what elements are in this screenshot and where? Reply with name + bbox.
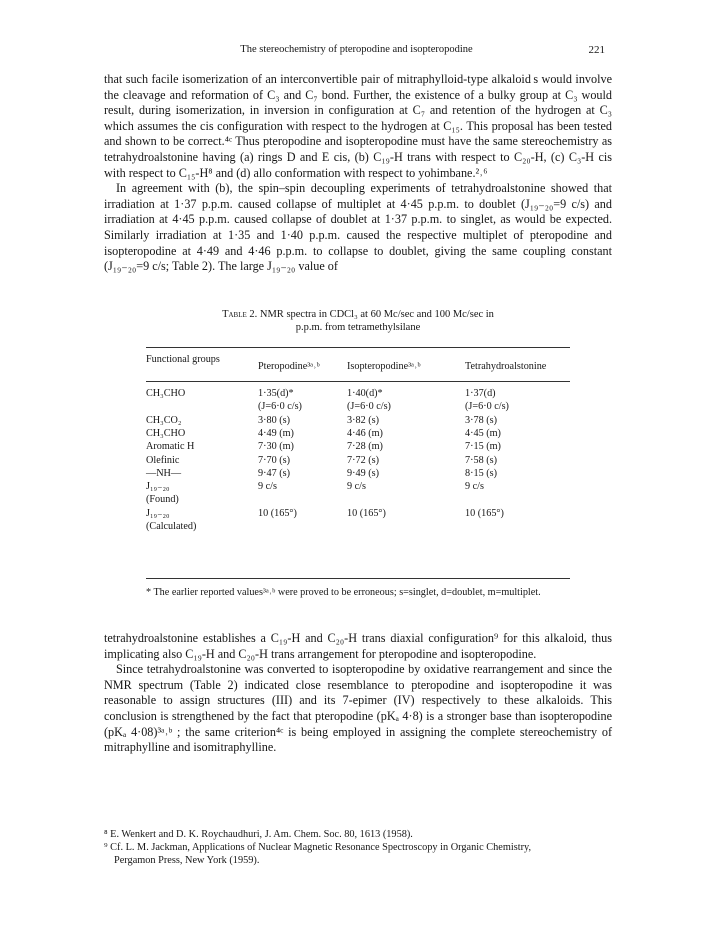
body-text-bottom <box>104 631 612 756</box>
table-row-label: Aromatic H <box>146 441 195 453</box>
references <box>104 828 612 867</box>
table-row-label: J₁₉₋₂₀ <box>146 481 170 493</box>
table-bottom-rule <box>146 578 570 579</box>
table-cell: (J=6·0 c/s) <box>465 401 509 413</box>
column-header-functional-groups: Functional groups <box>146 354 220 365</box>
table-label: Table 2. <box>222 309 258 320</box>
table-footnote: * The earlier reported values³ᵃ˒ᵇ were proved to be erroneous; s=singlet, d=doublet, m=multiplet. <box>146 587 541 598</box>
body-text-top <box>104 72 612 275</box>
table-cell: 1·35(d)* <box>258 388 294 399</box>
table-cell: 4·49 (m) <box>258 427 294 439</box>
table-cell: 7·30 (m) <box>258 441 294 453</box>
table-cell: 9 c/s <box>465 481 484 493</box>
paragraph: that such facile isomerization of an interconvertible pair of mitraphylloid-type alkaloid s would involve the cleavage and reformation of C₃ and C₇ bond. Further, the existence of a bulky group at C₃ would result, during isomerization, in inversion in configuration at C₇ and retention of the hydrogen at C₃ which assumes the cis configuration with respect to the hydrogen at C₁₅. This proposal has been tested and shown to be correct.⁴ᶜ Thus pteropodine and isopteropodine must have the same stereochemistry as tetrahydroalstonine having (a) rings D and E cis, (b) C₁₉-H trans with respect to C₂₀-H, (c) C₃-H cis with respect to C₁₅-H⁸ and (d) allo conformation with respect to yohimbane.²˒⁶ <box>104 72 612 180</box>
column-header-isopteropodine: Isopteropodine³ᵃ˒ᵇ <box>347 361 421 372</box>
column-header-pteropodine: Pteropodine³ᵃ˒ᵇ <box>258 361 320 372</box>
table-row-label: CH₃CO₂ <box>146 414 182 426</box>
table-cell: 9·47 (s) <box>258 467 290 479</box>
table-cell: 4·45 (m) <box>465 427 501 439</box>
table-row-label: Olefinic <box>146 454 180 466</box>
page-number: 221 <box>588 44 605 56</box>
table-cell: 7·15 (m) <box>465 441 501 453</box>
table-cell: 10 (165°) <box>347 507 386 519</box>
table-cell: 7·58 (s) <box>465 454 497 466</box>
table-caption <box>104 308 612 334</box>
table-header-rule <box>146 381 570 382</box>
table-top-rule <box>146 347 570 348</box>
paragraph: Since tetrahydroalstonine was converted to isopteropodine by oxidative rearrangement and since the NMR spectrum (Table 2) indicated close resemblance to pteropodine and isopteropodine it was reasonable to assign structures (III) and its 7-epimer (IV) respectively to these alkaloids. This conclusion is strengthened by the fact that pteropodine (pKₐ 4·8) is a stronger base than isopteropodine (pKₐ 4·08)³ᵃ˒ᵇ ; the same criterion⁴ᶜ is being employed in assigning the complete stereochemistry of mitraphylline and isomitraphylline. <box>104 662 612 755</box>
table-cell: 7·72 (s) <box>347 454 379 466</box>
reference-9-continued: Pergamon Press, New York (1959). <box>114 855 260 866</box>
paragraph: In agreement with (b), the spin–spin decoupling experiments of tetrahydroalstonine showed that irradiation at 1·37 p.p.m. caused collapse of multiplet at 4·45 p.p.m. to doublet (J₁₉₋₂₀=9 c/s) and irradiation at 4·45 p.p.m. caused collapse of doublet at 1·37 p.p.m. to singlet, as would be expected. Similarly irradiation at 1·35 and 1·40 p.p.m. caused the respective multiplet of pteropodine and isopteropodine at 4·49 and 4·46 p.p.m. to collapse to doublet, giving the same coupling constant (J₁₉₋₂₀=9 c/s; Table 2). The large J₁₉₋₂₀ value of <box>104 181 612 274</box>
table-row-label: (Calculated) <box>146 521 197 532</box>
table-cell: 1·40(d)* <box>347 388 383 399</box>
running-title: The stereochemistry of pteropodine and isopteropodine <box>240 44 473 55</box>
table-cell: 9 c/s <box>347 481 366 493</box>
table-row-label: (Found) <box>146 494 179 506</box>
table-cell: 8·15 (s) <box>465 467 497 479</box>
page-header <box>0 44 713 60</box>
table-cell: 1·37(d) <box>465 388 496 399</box>
table-row-label: CH₃CHO <box>146 427 186 439</box>
table-cell: 10 (165°) <box>465 507 504 519</box>
table-row-label: J₁₉₋₂₀ <box>146 507 170 519</box>
reference-9: ⁹ Cf. L. M. Jackman, Applications of Nuclear Magnetic Resonance Spectroscopy in Organic Chemistry, <box>104 842 532 853</box>
table-cell: 4·46 (m) <box>347 427 383 439</box>
table-cell: (J=6·0 c/s) <box>258 401 302 413</box>
table-caption-line-2: p.p.m. from tetramethylsilane <box>295 322 421 333</box>
column-header-tetrahydroalstonine: Tetrahydroalstonine <box>465 361 547 372</box>
table-cell: (J=6·0 c/s) <box>347 401 391 413</box>
table-cell: 7·70 (s) <box>258 454 290 466</box>
table-cell: 3·80 (s) <box>258 414 290 426</box>
table-caption-line-1: NMR spectra in CDCl₃ at 60 Mc/sec and 100 Mc/sec in <box>259 309 494 320</box>
table-cell: 3·82 (s) <box>347 414 379 426</box>
table-row-label: —NH— <box>146 467 182 479</box>
table-cell: 3·78 (s) <box>465 414 497 426</box>
table-cell: 9·49 (s) <box>347 467 379 479</box>
table-row-label: CH₃CHO <box>146 388 186 399</box>
paragraph: tetrahydroalstonine establishes a C₁₉-H and C₂₀-H trans diaxial configuration⁹ for this alkaloid, thus implicating also C₁₉-H and C₂₀-H trans arrangement for pteropodine and isopteropodine. <box>104 631 612 661</box>
table-cell: 7·28 (m) <box>347 441 383 453</box>
table-cell: 9 c/s <box>258 481 277 493</box>
table-cell: 10 (165°) <box>258 507 297 519</box>
reference-8: ⁸ E. Wenkert and D. K. Roychaudhuri, J. Am. Chem. Soc. 80, 1613 (1958). <box>104 829 413 840</box>
